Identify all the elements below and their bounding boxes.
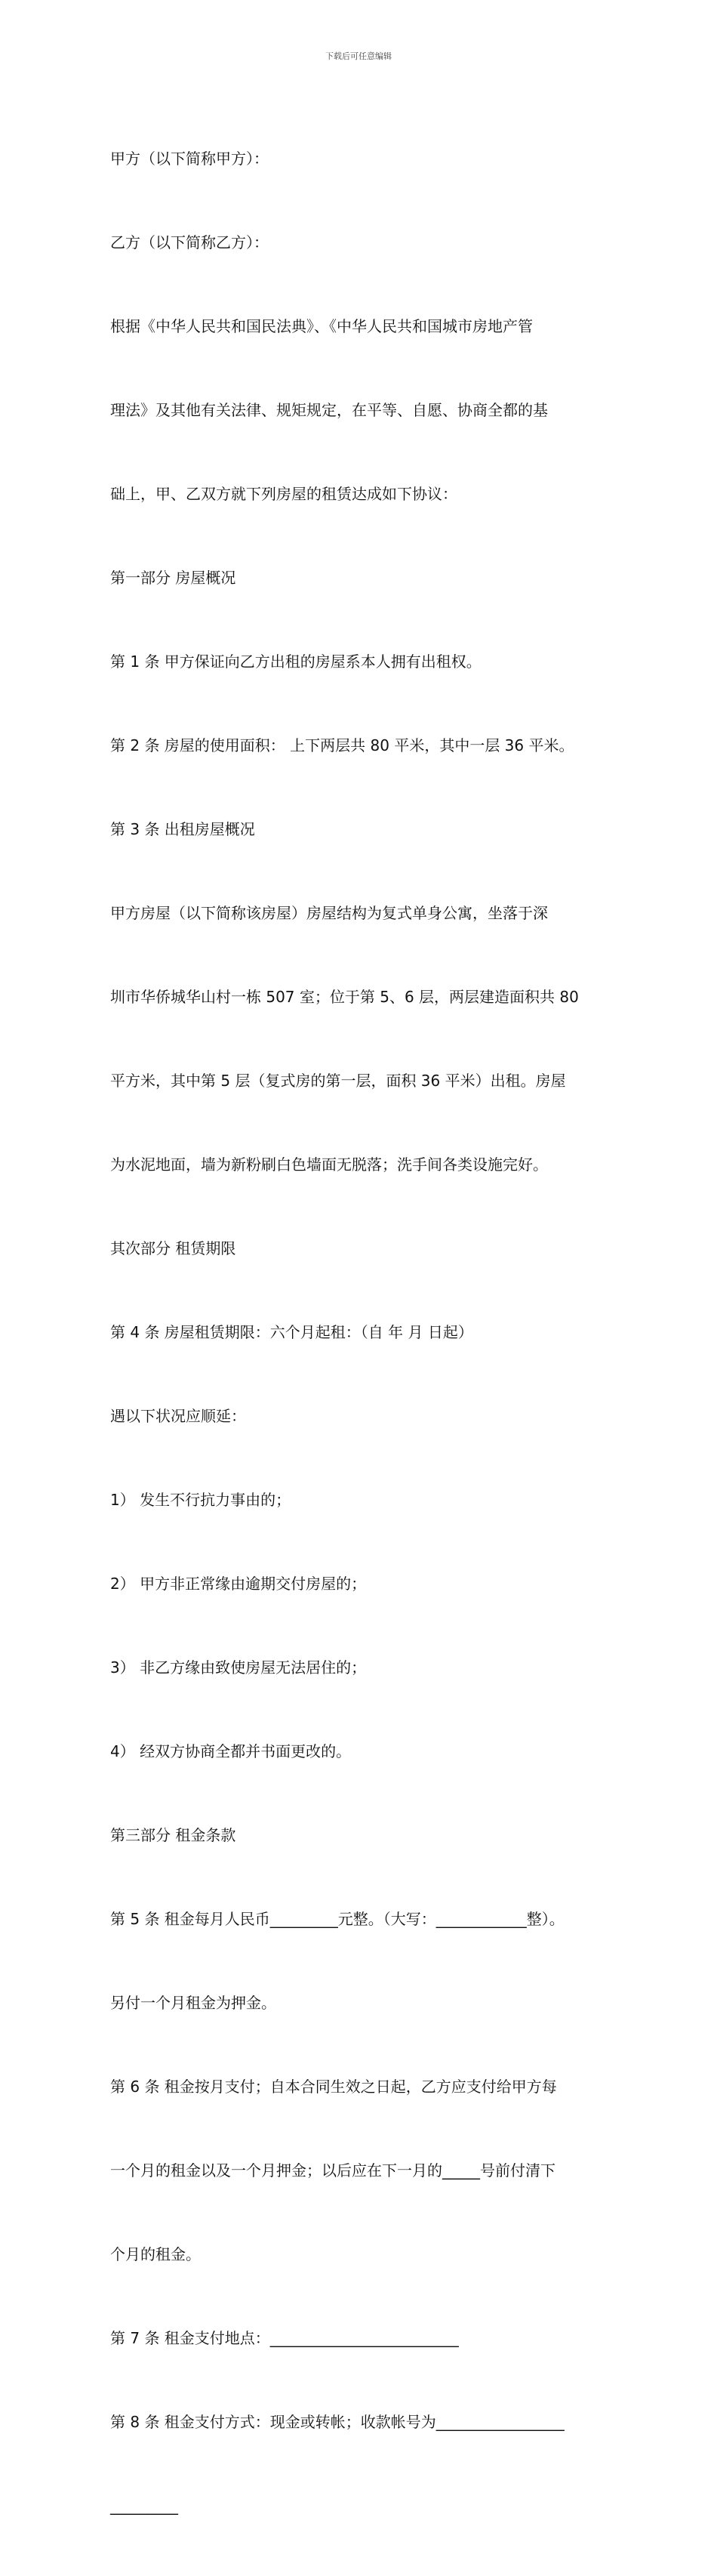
article-line: 第 5 条 租金每月人民币_________元整。（大写：____________整）。	[110, 1910, 565, 1928]
list-item: 3） 非乙方缘由致使房屋无法居住的；	[110, 1658, 367, 1677]
list-item: 1） 发生不行抗力事由的；	[110, 1491, 291, 1509]
text-line: _________	[110, 2497, 178, 2515]
text-line: 理法》及其他有关法律、规矩规定，在平等、自愿、协商全都的基	[110, 401, 548, 419]
text-line: 础上，甲、乙双方就下列房屋的租赁达成如下协议：	[110, 485, 457, 503]
article-line: 第 1 条 甲方保证向乙方出租的房屋系本人拥有出租权。	[110, 652, 482, 671]
section-heading: 第一部分 房屋概况	[110, 569, 236, 587]
contract-body	[110, 89, 617, 2576]
article-line: 第 4 条 房屋租赁期限：六个月起租：（自 年 月 日起）	[110, 1323, 473, 1341]
text-line: 圳市华侨城华山村一栋 507 室；位于第 5、6 层，两层建造面积共 80	[110, 988, 579, 1006]
page-header: 下载后可任意编辑	[325, 51, 392, 61]
article-line: 第 6 条 租金按月支付；自本合同生效之日起，乙方应支付给甲方每	[110, 2078, 557, 2096]
article-line: 第 8 条 租金支付方式：现金或转帐；收款帐号为_________________	[110, 2413, 565, 2431]
section-heading: 第三部分 租金条款	[110, 1826, 236, 1844]
text-line: 遇以下状况应顺延：	[110, 1407, 246, 1425]
list-item: 4） 经双方协商全都并书面更改的。	[110, 1742, 352, 1760]
text-line: 另付一个月租金为押金。	[110, 1994, 276, 2012]
article-line: 第 2 条 房屋的使用面积： 上下两层共 80 平米，其中一层 36 平米。	[110, 736, 574, 754]
text-line: 甲方房屋（以下简称该房屋）房屋结构为复式单身公寓，坐落于深	[110, 904, 548, 922]
text-line: 根据《中华人民共和国民法典》、《中华人民共和国城市房地产管	[110, 317, 533, 335]
text-line: 为水泥地面，墙为新粉刷白色墙面无脱落；洗手间各类设施完好。	[110, 1155, 548, 1174]
article-line: 第 3 条 出租房屋概况	[110, 820, 255, 838]
text-line: 甲方（以下简称甲方）：	[110, 150, 269, 168]
text-line: 平方米，其中第 5 层（复式房的第一层，面积 36 平米）出租。房屋	[110, 1072, 566, 1090]
article-line: 第 7 条 租金支付地点：_________________________	[110, 2329, 459, 2347]
section-heading: 其次部分 租赁期限	[110, 1239, 236, 1257]
text-line: 乙方（以下简称乙方）：	[110, 233, 269, 251]
text-line: 个月的租金。	[110, 2245, 201, 2263]
text-line: 一个月的租金以及一个月押金；以后应在下一月的_____号前付清下	[110, 2161, 555, 2180]
list-item: 2） 甲方非正常缘由逾期交付房屋的；	[110, 1575, 367, 1593]
